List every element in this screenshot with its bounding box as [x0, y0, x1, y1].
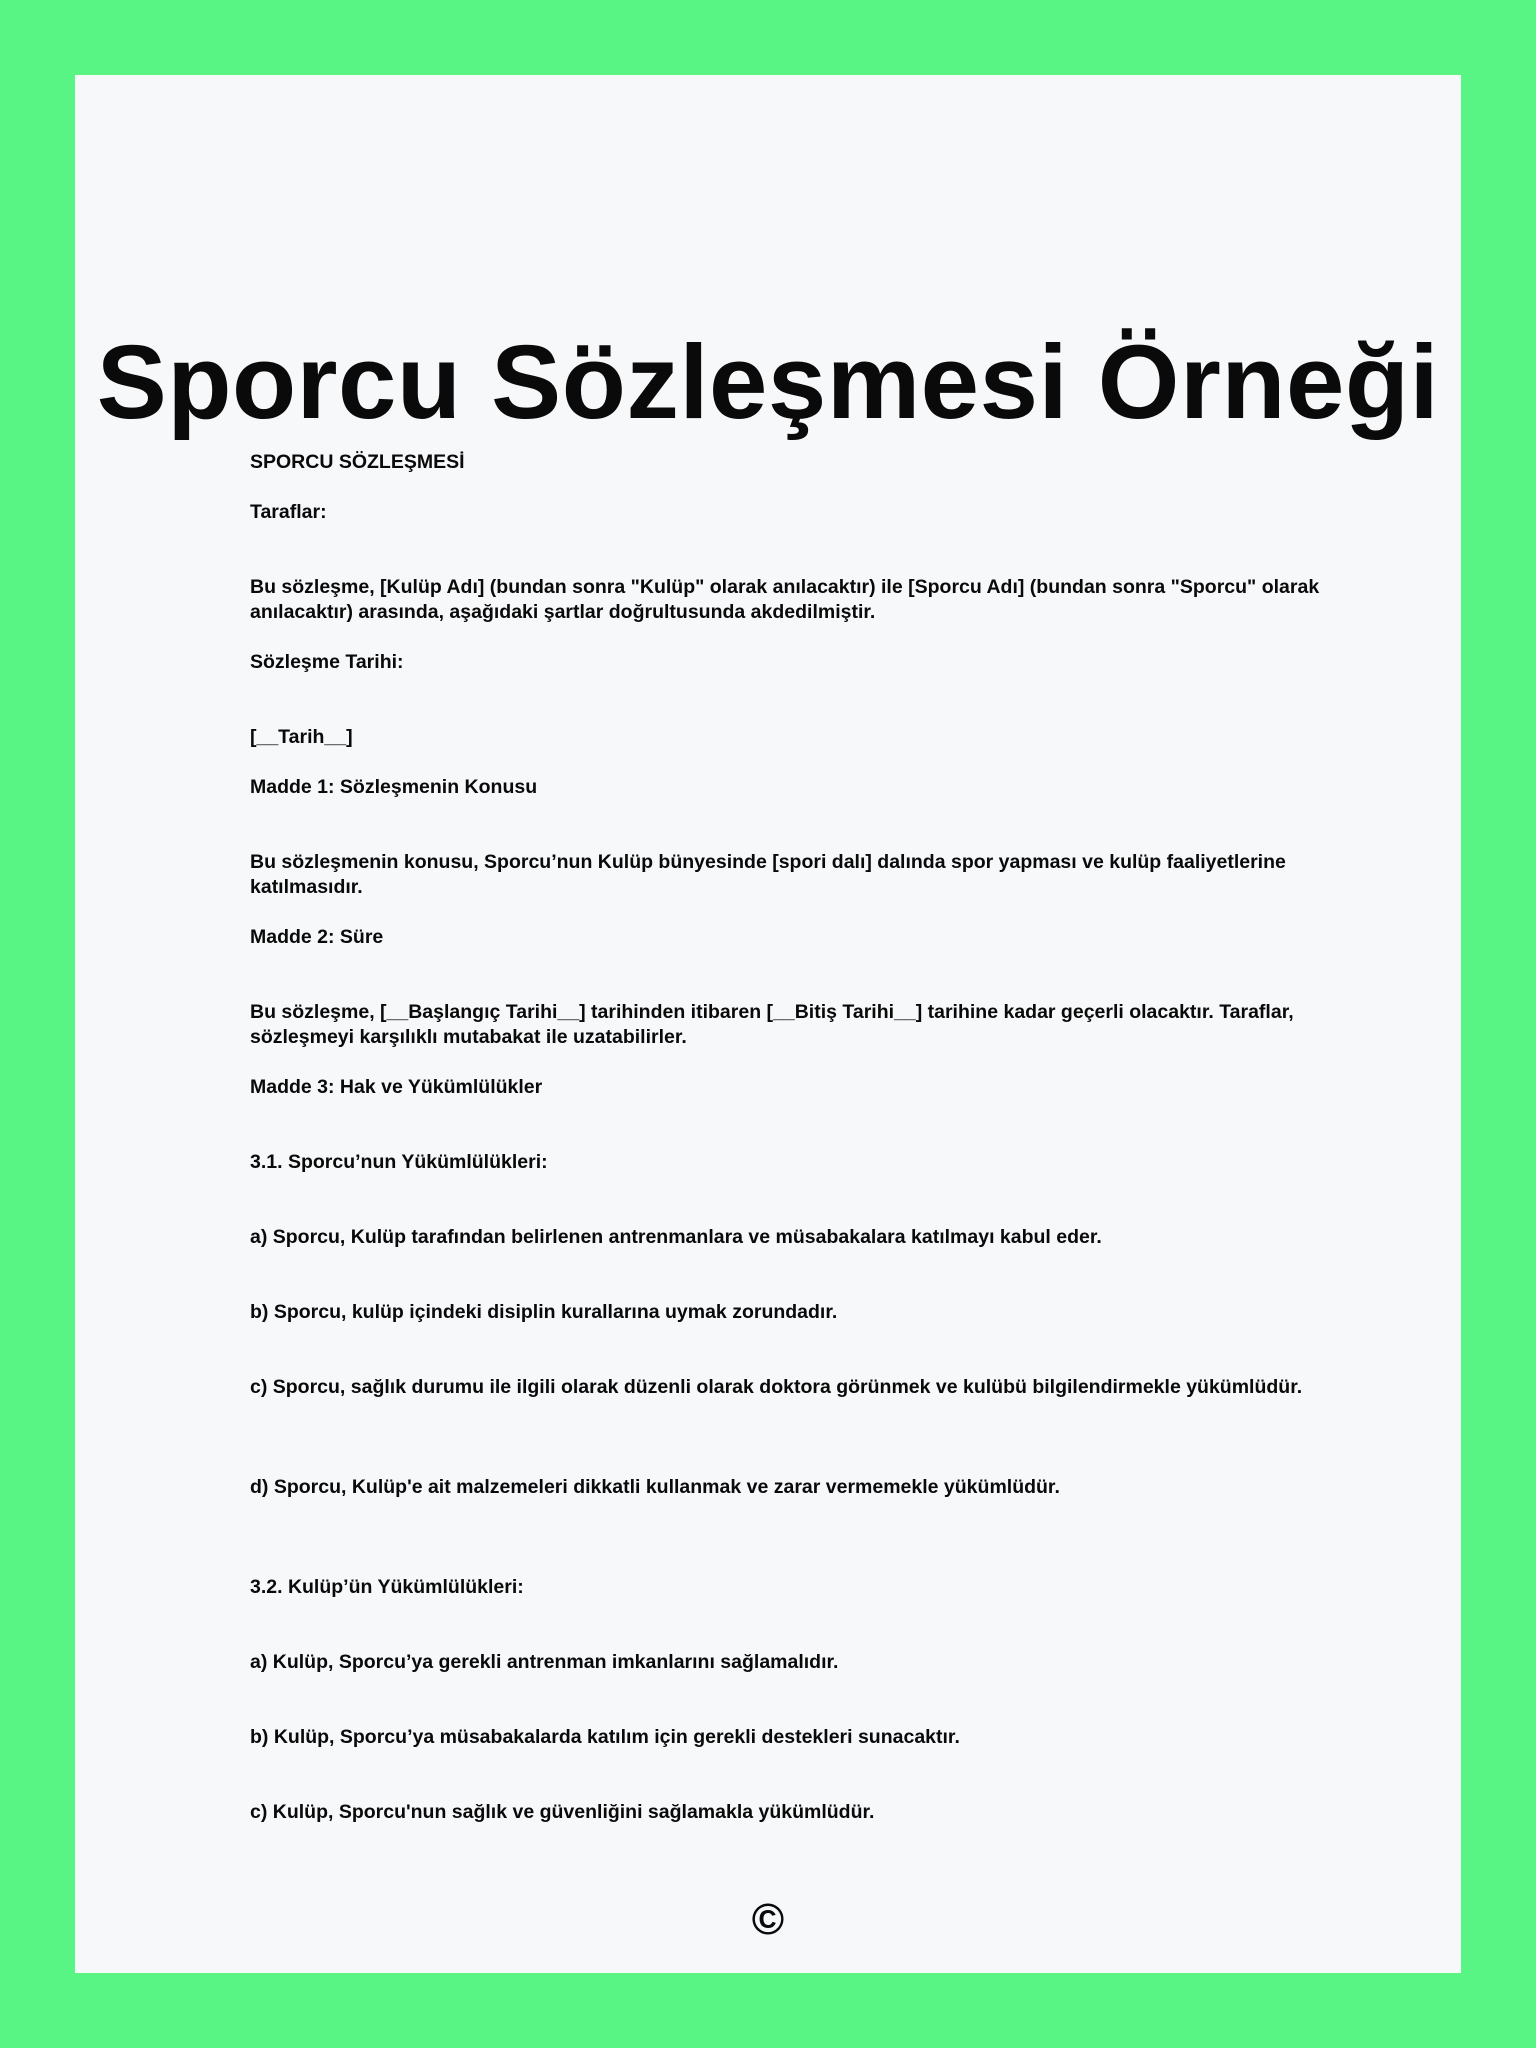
intro-paragraph: Bu sözleşme, [Kulüp Adı] (bundan sonra "Kulüp" olarak anılacaktır) ile [Sporcu Adı] (bundan sonra "Sporcu" olarak anılacaktır) arasında, aşağıdaki şartlar doğrultusunda akdedilmiştir. — [250, 576, 1320, 623]
section-3-2-item-b: b) Kulüp, Sporcu’ya müsabakalarda katılım için gerekli destekleri sunacaktır. — [250, 1726, 960, 1748]
section-3-2-item-c: c) Kulüp, Sporcu'nun sağlık ve güvenliğini sağlamakla yükümlüdür. — [250, 1801, 875, 1823]
contract-heading: SPORCU SÖZLEŞMESİ — [250, 451, 465, 473]
section-3-1-item-c: c) Sporcu, sağlık durumu ile ilgili olarak düzenli olarak doktora görünmek ve kulübü bilgilendirmekle yükümlüdür. — [250, 1376, 1303, 1398]
article-2-text: Bu sözleşme, [__Başlangıç Tarihi__] tarihinden itibaren [__Bitiş Tarihi__] tarihine kadar geçerli olacaktır. Taraflar, sözleşmeyi karşılıklı mutabakat ile uzatabilirler. — [250, 1001, 1294, 1048]
date-placeholder: [__Tarih__] — [250, 726, 353, 748]
article-1-text: Bu sözleşmenin konusu, Sporcu’nun Kulüp bünyesinde [spori dalı] dalında spor yapması ve kulüp faaliyetlerine katılmasıdır. — [250, 851, 1286, 898]
section-3-1-item-d: d) Sporcu, Kulüp'e ait malzemeleri dikkatli kullanmak ve zarar vermemekle yükümlüdür. — [250, 1476, 1060, 1498]
document-title: Sporcu Sözleşmesi Örneği — [96, 324, 1440, 441]
article-3-title: Madde 3: Hak ve Yükümlülükler — [250, 1076, 543, 1098]
section-3-2-item-a: a) Kulüp, Sporcu’ya gerekli antrenman imkanlarını sağlamalıdır. — [250, 1651, 839, 1673]
article-2-title: Madde 2: Süre — [250, 926, 384, 948]
copyright-icon: © — [751, 1895, 785, 1944]
section-3-2-title: 3.2. Kulüp’ün Yükümlülükleri: — [250, 1576, 524, 1598]
date-label: Sözleşme Tarihi: — [250, 651, 404, 673]
parties-label: Taraflar: — [250, 501, 327, 523]
article-1-title: Madde 1: Sözleşmenin Konusu — [250, 776, 538, 798]
document-page — [75, 75, 1461, 1973]
section-3-1-item-b: b) Sporcu, kulüp içindeki disiplin kurallarına uymak zorundadır. — [250, 1301, 838, 1323]
section-3-1-title: 3.1. Sporcu’nun Yükümlülükleri: — [250, 1151, 548, 1173]
section-3-1-item-a: a) Sporcu, Kulüp tarafından belirlenen antrenmanlara ve müsabakalara katılmayı kabul eder. — [250, 1226, 1102, 1248]
